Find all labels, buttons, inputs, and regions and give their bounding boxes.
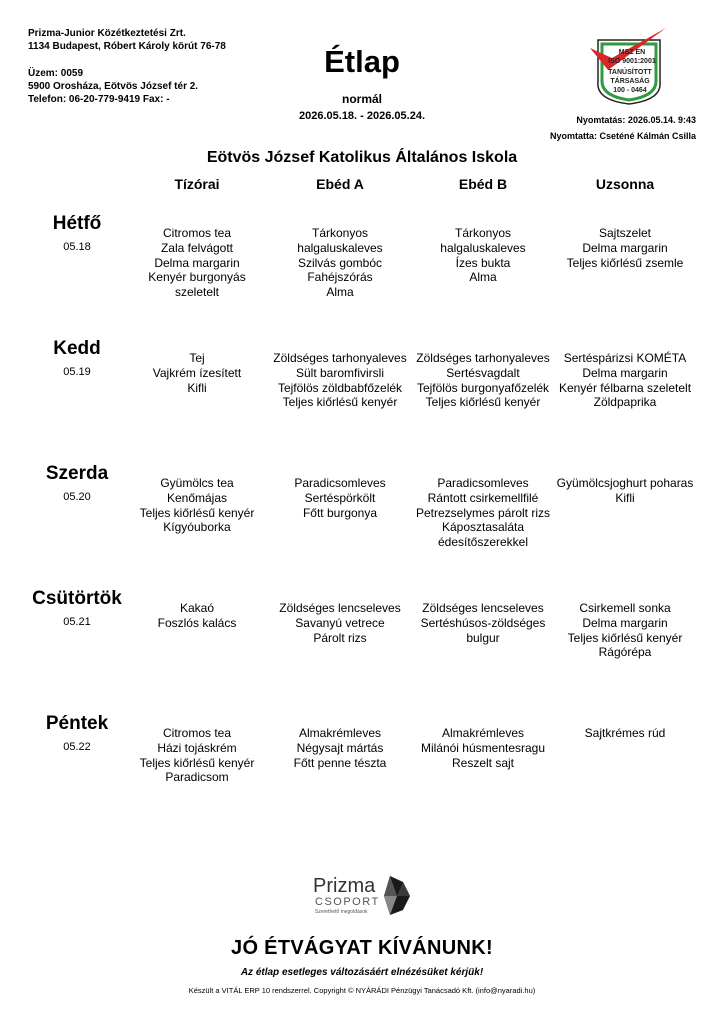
column-header-ebed-b: Ebéd B <box>458 176 508 192</box>
meal-item: Delma margarin <box>582 365 668 380</box>
meal-item: Tejfölös zöldbabfőzelék <box>277 380 403 395</box>
column-header-ebed-a: Ebéd A <box>316 176 364 192</box>
meal-item: szeletelt <box>174 285 220 300</box>
meal-item: Kenyér burgonyás <box>148 270 246 285</box>
meal-item: Kenyér félbarna szeletelt <box>558 380 692 395</box>
meal-item: Savanyú vetrece <box>295 615 385 630</box>
meal-item: Négysajt mártás <box>296 740 384 755</box>
date-range: 2026.05.18. - 2026.05.24. <box>299 110 425 122</box>
meal-cell <box>553 226 697 270</box>
meal-item: Káposztasaláta <box>441 520 525 535</box>
meal-item: Teljes kiőrlésű kenyér <box>567 630 683 645</box>
day-name: Szerda <box>45 463 109 484</box>
meal-item: Teljes kiőrlésű kenyér <box>139 505 255 520</box>
meal-item: Tárkonyos <box>454 226 512 240</box>
meal-item: Vajkrém ízesített <box>152 365 242 380</box>
menu-type: normál <box>341 92 382 106</box>
day-date: 05.18 <box>63 241 91 253</box>
meal-cell <box>411 476 555 550</box>
meal-cell <box>125 726 269 785</box>
meal-cell <box>553 726 697 741</box>
meal-cell <box>125 351 269 395</box>
prizma-hexagon-mark <box>384 876 410 915</box>
iso-certification-logo <box>586 24 672 110</box>
meal-item: Almakrémleves <box>298 726 382 740</box>
meal-item: Csirkemell sonka <box>579 601 671 615</box>
column-header-uzsonna: Uzsonna <box>595 176 655 192</box>
iso-line-3: TANÚSÍTOTT <box>608 69 652 76</box>
meal-item: Teljes kiőrlésű kenyér <box>425 395 541 410</box>
meal-item: édesítőszerekkel <box>437 535 529 550</box>
meal-cell <box>411 351 555 410</box>
meal-item: Delma margarin <box>582 240 668 255</box>
iso-line-2: ISO 9001:2001 <box>608 58 656 65</box>
meal-cell <box>411 601 555 645</box>
day-label <box>28 588 126 628</box>
day-name: Csütörtök <box>32 588 122 609</box>
meal-item: Paradicsomleves <box>294 476 386 490</box>
meal-item: Zöldpaprika <box>593 395 657 410</box>
meal-item: Zöldséges tarhonyaleves <box>273 351 407 365</box>
meal-item: Kifli <box>615 490 635 505</box>
brand-name: Prizma <box>313 875 376 897</box>
school-name: Eötvös József Katolikus Általános Iskola <box>206 149 518 166</box>
meal-item: halgaluskaleves <box>297 240 383 255</box>
meal-item: Szilvás gombóc <box>297 255 383 270</box>
meal-item: Teljes kiőrlésű zsemle <box>566 255 684 270</box>
meal-cell <box>553 476 697 506</box>
meal-item: Almakrémleves <box>441 726 525 740</box>
meal-item: Tej <box>189 351 205 365</box>
day-label <box>28 338 126 378</box>
brand-tagline: Szerethető megoldások <box>315 909 368 915</box>
closing-greeting: JÓ ÉTVÁGYAT KÍVÁNUNK! <box>231 937 493 959</box>
meal-item: Alma <box>326 285 354 300</box>
meal-item: Reszelt sajt <box>451 755 515 770</box>
meal-cell <box>268 226 412 300</box>
meal-item: Főtt burgonya <box>302 505 378 520</box>
meal-cell <box>553 601 697 660</box>
meal-item: Zöldséges tarhonyaleves <box>416 351 550 365</box>
day-name: Kedd <box>53 338 101 359</box>
meal-item: Citromos tea <box>162 226 232 240</box>
day-label <box>28 213 126 253</box>
change-notice: Az étlap esetleges változásáért elnézésüket kérjük! <box>240 967 484 978</box>
meal-item: Gyümölcsjoghurt poharas <box>556 476 694 490</box>
plant-id: Üzem: 0059 <box>28 68 84 79</box>
meal-cell <box>125 226 269 300</box>
print-info <box>550 112 696 144</box>
day-name: Hétfő <box>52 213 102 234</box>
meal-item: Tejfölös burgonyafőzelék <box>416 380 550 395</box>
brand-group: CSOPORT <box>315 896 380 908</box>
iso-line-5: 100 - 0464 <box>613 87 647 94</box>
day-date: 05.20 <box>63 491 91 503</box>
meal-item: Sertéspárizsi KOMÉTA <box>563 351 687 365</box>
company-name: Prizma-Junior Közétkeztetési Zrt. <box>28 28 186 39</box>
meal-item: Fahéjszórás <box>307 270 373 285</box>
meal-item: Teljes kiőrlésű kenyér <box>139 755 255 770</box>
printed-date: Nyomtatás: 2026.05.14. 9:43 <box>576 115 696 125</box>
day-date: 05.21 <box>63 616 91 628</box>
meal-item: Sajtkrémes rúd <box>584 726 666 740</box>
meal-item: halgaluskaleves <box>440 240 526 255</box>
meal-item: Gyümölcs tea <box>160 476 234 490</box>
prizma-group-logo <box>0 870 724 918</box>
page-title: Étlap <box>324 44 400 79</box>
column-header-tizorai: Tízórai <box>174 176 220 192</box>
meal-item: Kígyóuborka <box>163 520 231 535</box>
day-date: 05.22 <box>63 741 91 753</box>
day-date: 05.19 <box>63 366 91 378</box>
meal-item: Foszlós kalács <box>157 615 237 630</box>
day-label <box>28 463 126 503</box>
meal-item: Ízes bukta <box>455 255 511 270</box>
company-address: 1134 Budapest, Róbert Károly körút 76-78 <box>28 41 226 52</box>
meal-item: Zala felvágott <box>160 240 234 255</box>
meal-cell <box>553 351 697 410</box>
iso-line-1: MSZ EN <box>618 49 646 56</box>
meal-item: Kenőmájas <box>166 490 228 505</box>
meal-item: Zöldséges lencseleves <box>422 601 544 615</box>
meal-cell <box>125 476 269 535</box>
meal-item: Kifli <box>187 380 207 395</box>
meal-item: Párolt rizs <box>313 630 367 645</box>
meal-item: Petrezselymes párolt rizs <box>415 505 551 520</box>
meal-item: Alma <box>469 270 497 285</box>
meal-item: Rágórépa <box>598 645 652 660</box>
meal-item: Sertésvagdalt <box>446 365 520 380</box>
meal-item: Sertéspörkölt <box>304 490 376 505</box>
meal-item: bulgur <box>466 630 500 645</box>
meal-item: Házi tojáskrém <box>157 740 237 755</box>
meal-item: Delma margarin <box>582 615 668 630</box>
iso-line-4: TÁRSASÁG <box>610 78 650 85</box>
meal-cell <box>268 601 412 645</box>
meal-item: Sertéshúsos-zöldséges <box>420 615 546 630</box>
meal-item: Milánói húsmentesragu <box>420 740 546 755</box>
day-name: Péntek <box>45 713 109 734</box>
meal-cell <box>268 726 412 770</box>
meal-item: Paradicsom <box>165 770 229 785</box>
meal-cell <box>411 226 555 285</box>
meal-item: Tárkonyos <box>311 226 369 240</box>
day-label <box>28 713 126 753</box>
printed-by: Nyomtatta: Cseténé Kálmán Csilla <box>549 131 696 141</box>
meal-item: Rántott csirkemellfilé <box>427 490 539 505</box>
meal-item: Kakaó <box>179 601 215 615</box>
meal-item: Főtt penne tészta <box>293 755 387 770</box>
software-credit: Készült a VITÁL ERP 10 rendszerrel. Copyright © NYÁRÁDI Pénzügyi Tanácsadó Kft. (info@nyaradi.hu) <box>188 986 536 995</box>
plant-phone: Telefon: 06-20-779-9419 Fax: - <box>28 94 170 105</box>
meal-item: Delma margarin <box>154 255 240 270</box>
meal-cell <box>125 601 269 631</box>
meal-item: Paradicsomleves <box>437 476 529 490</box>
meal-item: Teljes kiőrlésű kenyér <box>282 395 398 410</box>
meal-item: Citromos tea <box>162 726 232 740</box>
meal-item: Sajtszelet <box>598 226 652 240</box>
plant-address: 5900 Orosháza, Eötvös József tér 2. <box>28 81 199 92</box>
meal-cell <box>268 351 412 410</box>
meal-cell <box>411 726 555 770</box>
meal-item: Zöldséges lencseleves <box>279 601 401 615</box>
meal-cell <box>268 476 412 520</box>
meal-item: Sült baromfivirsli <box>295 365 385 380</box>
